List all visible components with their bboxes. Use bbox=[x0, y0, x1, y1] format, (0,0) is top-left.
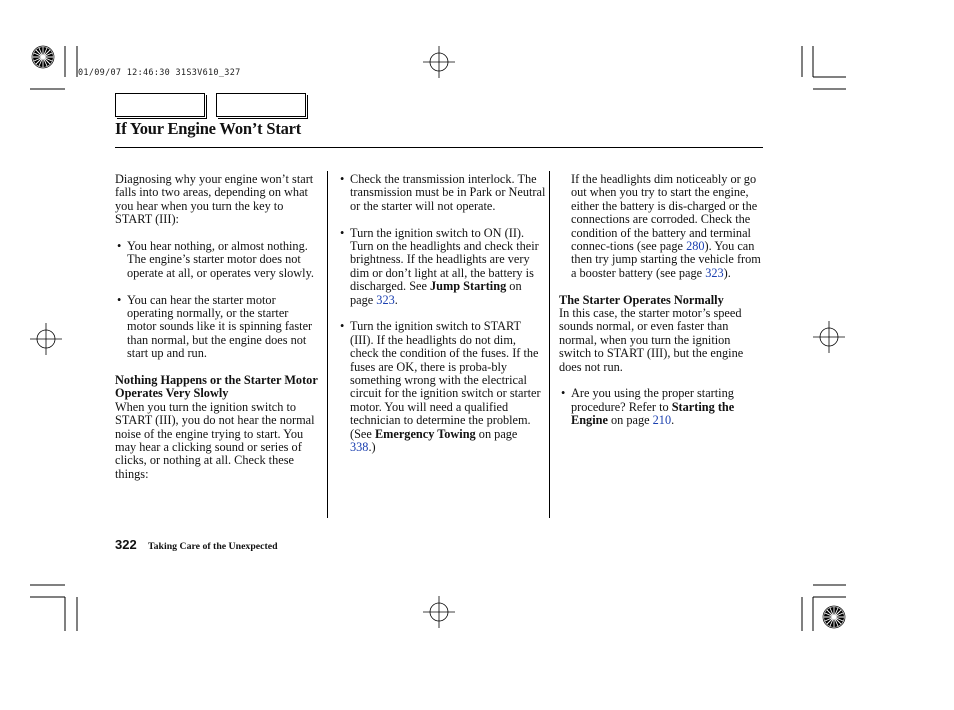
section-body: In this case, the starter motor’s speed sounds normal, or even faster than normal, when you turn the ignition switch to START (III), but the engine does not run. bbox=[559, 306, 744, 374]
page-link[interactable]: 323 bbox=[705, 265, 724, 280]
crosshair-left-icon bbox=[30, 323, 62, 355]
cross-reference-title: Jump Starting bbox=[430, 279, 507, 294]
page-link[interactable]: 323 bbox=[376, 292, 395, 307]
registration-target-icon bbox=[32, 46, 54, 68]
title-rule bbox=[115, 147, 763, 148]
list-item: • Are you using the proper starting procedure? Refer to Starting the Engine on page 210. bbox=[561, 386, 735, 428]
column-2 bbox=[338, 173, 546, 455]
punctuation: . bbox=[671, 413, 675, 428]
list-item-text: Turn the ignition switch to START (III). If the headlights do not dim, check the condition of the fuses. If the fuses are OK, there is proba-bly something wrong with the electrical circuit for the ignition switch or starter motor. You will need a qualified technician to determine the problem. (See bbox=[350, 319, 541, 441]
punctuation: .) bbox=[368, 440, 376, 455]
list-item: • Turn the ignition switch to START (III). If the headlights do not dim, check the condition of the fuses. If the fuses are OK, there is proba-bly something wrong with the electrical circuit for the ignition switch or starter motor. You will need a qualified technician to determine the problem. (See Emergency Towing on page 338.) bbox=[340, 319, 541, 455]
column-divider bbox=[549, 171, 550, 518]
paragraph-text: If the headlights dim noticeably or go out when you try to start the engine, either the battery is dis-charged or the connections are corroded. Check the condition of the battery and terminal connec-tions (see page bbox=[571, 172, 758, 254]
list-item-text: You hear nothing, or almost nothing. The engine’s starter motor does not operate at all, or operates very slowly. bbox=[127, 239, 314, 280]
cross-reference-title: Emergency Towing bbox=[374, 426, 476, 441]
on-page-text: on page bbox=[478, 426, 518, 441]
punctuation: . bbox=[394, 292, 398, 307]
list-item: • You can hear the starter motor operating normally, or the starter motor sounds like it is spinning faster than normal, but the engine does not start up and run. bbox=[117, 292, 313, 361]
crosshair-top-icon bbox=[423, 46, 455, 78]
column-3 bbox=[559, 173, 764, 428]
list-item: • You hear nothing, or almost nothing. The engine’s starter motor does not operate at all, or operates very slowly. bbox=[117, 239, 314, 280]
registration-target-icon bbox=[823, 606, 845, 628]
header-tab-box bbox=[115, 93, 205, 117]
intro-paragraph: Diagnosing why your engine won’t start falls into two areas, depending on what you hear when you turn the key to START (III): bbox=[115, 172, 314, 227]
page-link[interactable]: 338 bbox=[350, 440, 369, 455]
punctuation: ). bbox=[723, 265, 731, 280]
section-name: Taking Care of the Unexpected bbox=[148, 541, 278, 552]
list-item: • Turn the ignition switch to ON (II). Turn on the headlights and check their brightness. If the headlights are very dim or don’t light at all, the battery is discharged. See Jump Starting on page 323. bbox=[340, 225, 539, 307]
column-1 bbox=[115, 173, 318, 481]
paragraph bbox=[559, 173, 764, 280]
section-body: When you turn the ignition switch to START (III), you do not hear the normal noise of the engine trying to start. You may hear a clicking sound or series of clicks, or nothing at all. Check these things: bbox=[115, 399, 315, 481]
page-title: If Your Engine Won’t Start bbox=[115, 119, 302, 138]
page-number: 322 bbox=[115, 537, 137, 552]
cross-reference-title: Starting the Engine bbox=[571, 399, 735, 428]
paragraph-text: ). You can then try jump starting the vehicle from a booster battery (see page bbox=[571, 239, 761, 280]
column-divider bbox=[327, 171, 328, 518]
section-heading: The Starter Operates Normally bbox=[559, 292, 724, 307]
on-page-text: on page bbox=[350, 279, 522, 307]
page-link[interactable]: 210 bbox=[652, 413, 672, 428]
crosshair-bottom-icon bbox=[423, 596, 455, 628]
list-item: • Check the transmission interlock. The transmission must be in Park or Neutral or the starter will not operate. bbox=[340, 172, 546, 213]
page-link[interactable]: 280 bbox=[686, 239, 705, 254]
print-info: 01/09/07 12:46:30 31S3V610_327 bbox=[78, 68, 241, 78]
on-page-text: on page bbox=[610, 413, 650, 428]
list-item-text: Are you using the proper starting procedure? Refer to bbox=[571, 386, 734, 414]
crosshair-right-icon bbox=[813, 321, 845, 353]
section-heading: Nothing Happens or the Starter Motor Operates Very Slowly bbox=[115, 373, 318, 401]
list-item-text: Check the transmission interlock. The transmission must be in Park or Neutral or the starter will not operate. bbox=[350, 172, 546, 213]
header-tab-box bbox=[216, 93, 306, 117]
list-item-text: Turn the ignition switch to ON (II). Turn on the headlights and check their brightness. If the headlights are very dim or don’t light at all, the battery is discharged. See bbox=[350, 225, 539, 294]
list-item-text: You can hear the starter motor operating normally, or the starter motor sounds like it is spinning faster than normal, but the engine does not start up and run. bbox=[127, 292, 313, 361]
